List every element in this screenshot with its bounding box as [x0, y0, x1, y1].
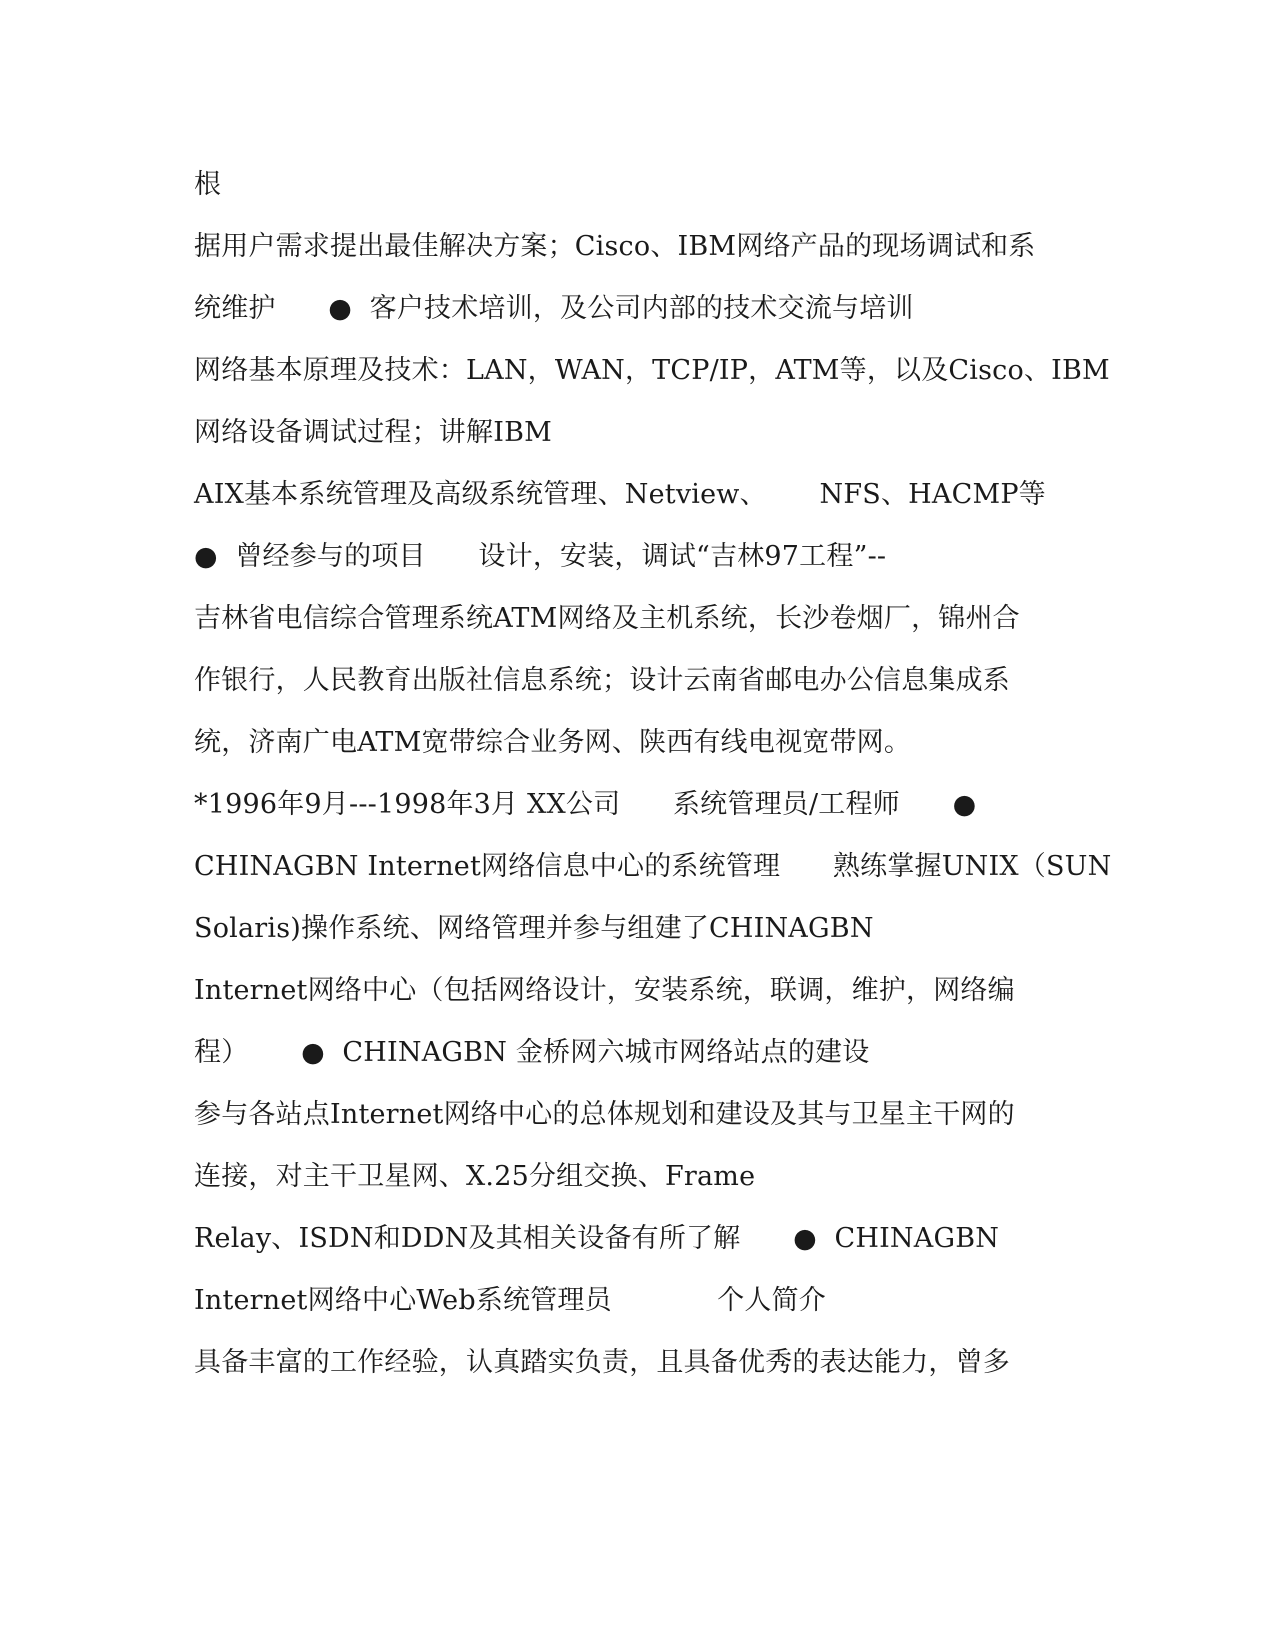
text-line: Solaris)操作系统、网络管理并参与组建了CHINAGBN — [194, 913, 874, 944]
text-line: ● 曾经参与的项目 设计，安装，调试“吉林97工程”-- — [194, 541, 887, 572]
text-line: 统，济南广电ATM宽带综合业务网、陕西有线电视宽带网。 — [194, 727, 912, 758]
text-line: CHINAGBN Internet网络信息中心的系统管理 熟练掌握UNIX（SUN — [194, 851, 1112, 882]
text-line: 统维护 ● 客户技术培训，及公司内部的技术交流与培训 — [194, 293, 914, 324]
text-line: 作银行，人民教育出版社信息系统；设计云南省邮电办公信息集成系 — [194, 665, 1010, 696]
text-line: 根 — [194, 169, 222, 200]
text-line: *1996年9月---1998年3月 XX公司 系统管理员/工程师 ● — [194, 789, 977, 820]
text-line: 网络设备调试过程；讲解IBM — [194, 417, 552, 448]
text-line: Relay、ISDN和DDN及其相关设备有所了解 ● CHINAGBN — [194, 1223, 1000, 1254]
text-line: AIX基本系统管理及高级系统管理、Netview、 NFS、HACMP等 — [194, 479, 1046, 510]
text-line: 连接，对主干卫星网、X.25分组交换、Frame — [194, 1161, 756, 1192]
text-line: 具备丰富的工作经验，认真踏实负责，且具备优秀的表达能力，曾多 — [194, 1347, 1010, 1378]
text-line: 参与各站点Internet网络中心的总体规划和建设及其与卫星主干网的 — [194, 1099, 1015, 1130]
text-line: 网络基本原理及技术：LAN，WAN，TCP/IP，ATM等，以及Cisco、IBM — [194, 355, 1110, 386]
text-line: Internet网络中心（包括网络设计，安装系统，联调，维护，网络编 — [194, 975, 1015, 1006]
text-line: 吉林省电信综合管理系统ATM网络及主机系统，长沙卷烟厂，锦州合 — [194, 603, 1020, 634]
text-line: 程） ● CHINAGBN 金桥网六城市网络站点的建设 — [194, 1037, 870, 1068]
text-line: 据用户需求提出最佳解决方案；Cisco、IBM网络产品的现场调试和系 — [194, 231, 1036, 262]
text-line: Internet网络中心Web系统管理员 个人简介 — [194, 1285, 827, 1316]
